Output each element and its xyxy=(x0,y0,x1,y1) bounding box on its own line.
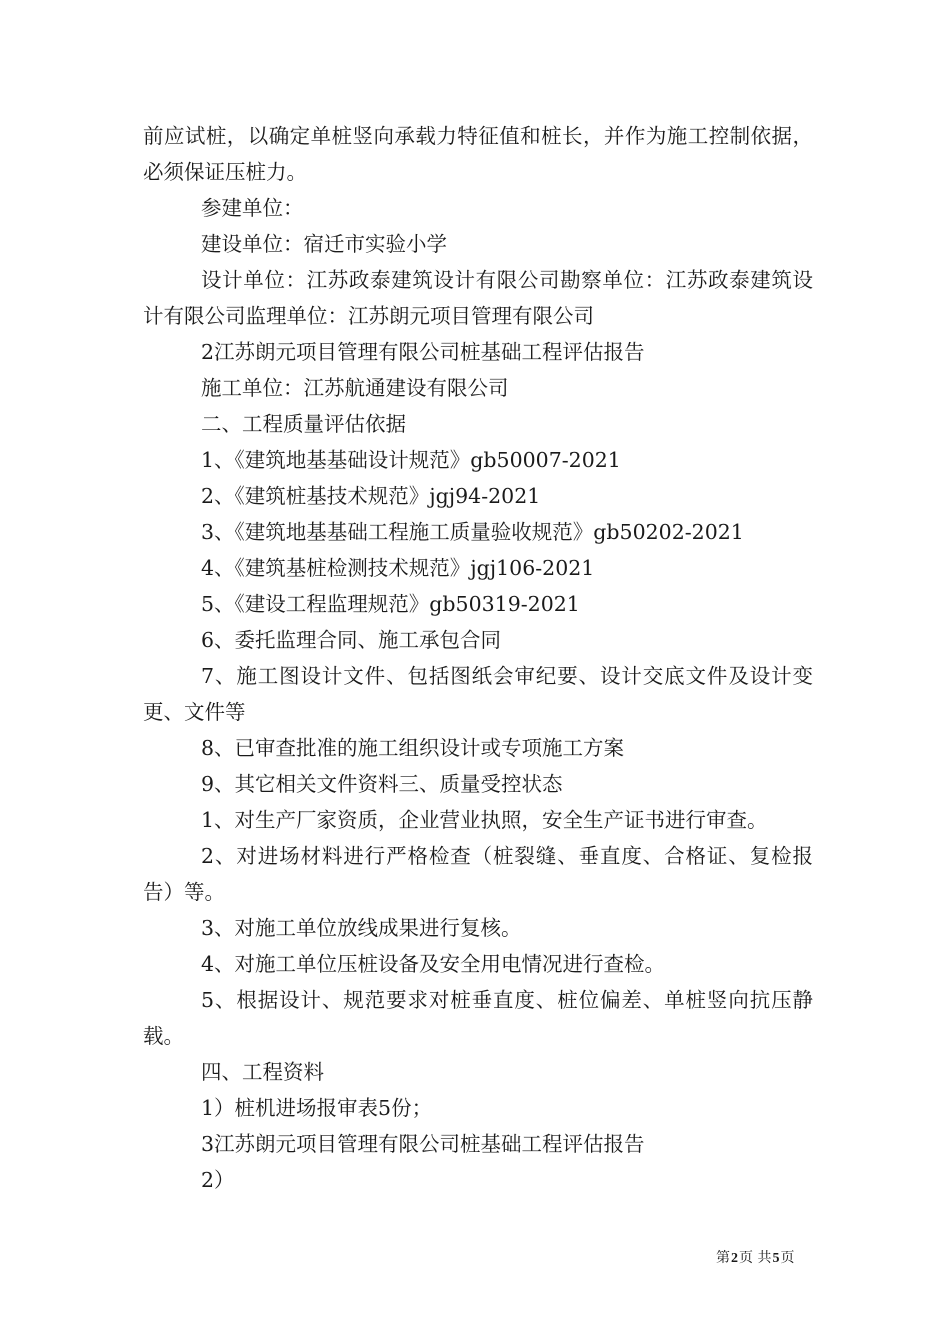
footer-prefix: 第 xyxy=(716,1250,730,1266)
paragraph-6: 施工单位：江苏航通建设有限公司 xyxy=(201,376,509,400)
page-footer xyxy=(716,1249,794,1268)
paragraph-13: 6、委托监理合同、施工承包合同 xyxy=(201,628,502,652)
paragraph-11: 4、《建筑基桩检测技术规范》jgj106-2021 xyxy=(201,556,595,580)
paragraph-15: 8、已审查批准的施工组织设计或专项施工方案 xyxy=(201,736,625,760)
paragraph-2: 参建单位： xyxy=(201,196,304,220)
paragraph-10: 3、《建筑地基基础工程施工质量验收规范》gb50202-2021 xyxy=(201,520,744,544)
paragraph-20: 4、对施工单位压桩设备及安全用电情况进行查检。 xyxy=(201,952,666,976)
paragraph-17: 1、对生产厂家资质，企业营业执照，安全生产证书进行审查。 xyxy=(201,808,768,832)
footer-middle: 页 共 xyxy=(739,1250,772,1266)
total-pages-number: 5 xyxy=(772,1251,780,1266)
paragraph-19: 3、对施工单位放线成果进行复核。 xyxy=(201,916,522,940)
paragraph-21: 5、根据设计、规范要求对桩垂直度、桩位偏差、单桩竖向抗压静载。 xyxy=(143,988,813,1048)
document-body xyxy=(143,118,813,1198)
paragraph-7: 二、工程质量评估依据 xyxy=(201,412,406,436)
paragraph-25: 2） xyxy=(201,1168,235,1192)
paragraph-1: 前应试桩，以确定单桩竖向承载力特征值和桩长，并作为施工控制依据，必须保证压桩力。 xyxy=(143,124,813,184)
paragraph-8: 1、《建筑地基基础设计规范》gb50007-2021 xyxy=(201,448,621,472)
footer-suffix: 页 xyxy=(780,1250,795,1266)
paragraph-22: 四、工程资料 xyxy=(201,1060,324,1084)
paragraph-5: 2江苏朗元项目管理有限公司桩基础工程评估报告 xyxy=(201,340,645,364)
paragraph-3: 建设单位：宿迁市实验小学 xyxy=(201,232,447,256)
paragraph-24: 3江苏朗元项目管理有限公司桩基础工程评估报告 xyxy=(201,1132,645,1156)
paragraph-9: 2、《建筑桩基技术规范》jgj94-2021 xyxy=(201,484,541,508)
paragraph-23: 1）桩机进场报审表5份； xyxy=(201,1096,433,1120)
paragraph-14: 7、施工图设计文件、包括图纸会审纪要、设计交底文件及设计变更、文件等 xyxy=(143,664,813,724)
paragraph-18: 2、对进场材料进行严格检查（桩裂缝、垂直度、合格证、复检报告）等。 xyxy=(143,844,813,904)
paragraph-4: 设计单位：江苏政泰建筑设计有限公司勘察单位：江苏政泰建筑设计有限公司监理单位：江苏朗元项目管理有限公司 xyxy=(143,268,813,328)
paragraph-16: 9、其它相关文件资料三、质量受控状态 xyxy=(201,772,563,796)
current-page-number: 2 xyxy=(731,1251,738,1266)
paragraph-12: 5、《建设工程监理规范》gb50319-2021 xyxy=(201,592,580,616)
